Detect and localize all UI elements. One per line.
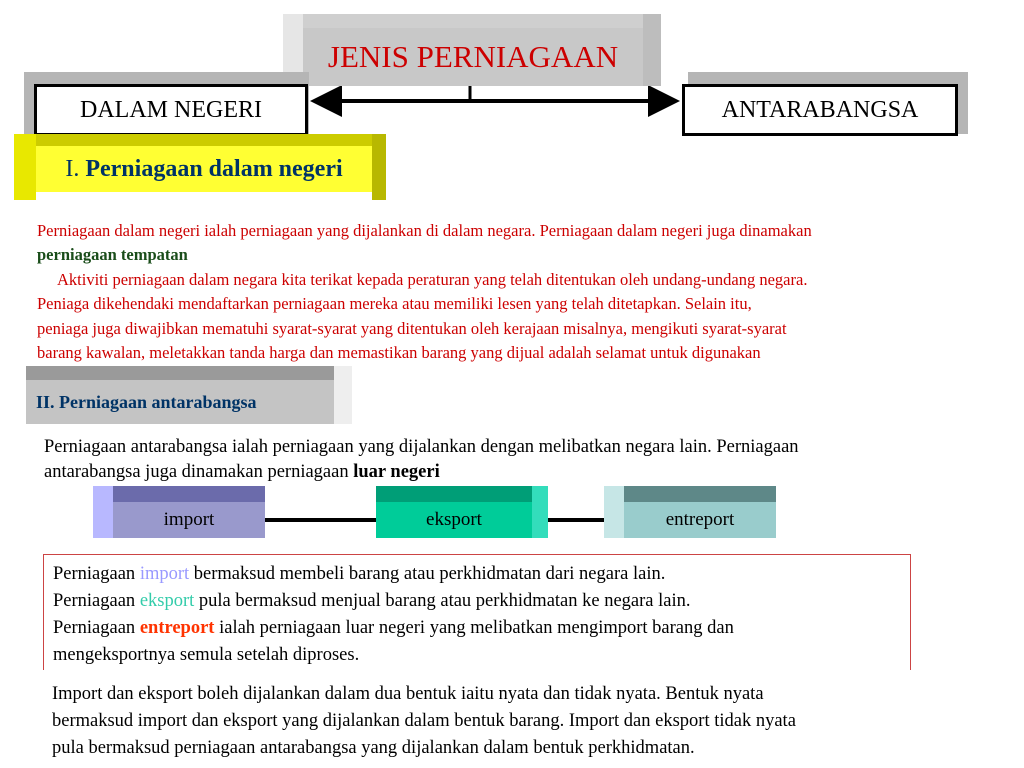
import-definition: bermaksud membeli barang atau perkhidmatan dari negara lain. [193,564,666,584]
section1-heading: Perniagaan dalam negeri [85,155,343,182]
dalam-negeri-box: DALAM NEGERI [34,84,308,136]
section1-numeral: I. [65,155,80,182]
eksport-definition: pula bermaksud menjual barang atau perkhidmatan ke negara lain. [198,591,691,611]
eksport-label: eksport [376,502,532,538]
antarabangsa-box: ANTARABANGSA [682,84,958,136]
section1-line4: Peniaga dikehendaki mendaftarkan perniagaan mereka atau memiliki lesen yang telah ditetapkan. Selain itu, [37,294,752,314]
section1-line2: perniagaan tempatan [37,245,188,265]
import-word: import [139,564,190,584]
eksport-box [376,486,548,538]
definition-prefix: Perniagaan [53,591,136,611]
page-title: JENIS PERNIAGAAN [303,28,643,86]
entreport-definition: ialah perniagaan luar negeri yang melibatkan mengimport barang dan [219,618,734,638]
section1-paragraph [37,219,997,365]
section2-heading: II. Perniagaan antarabangsa [26,380,334,424]
title-box [283,14,661,86]
section1-line5: peniaga juga diwajibkan mematuhi syarat-syarat yang ditentukan oleh kerajaan misalnya, mengikuti syarat-syarat [37,318,787,338]
section2-line2-prefix: antarabangsa juga dinamakan perniagaan [44,462,349,482]
entreport-definition-line2: mengeksportnya semula setelah diproses. [53,645,360,665]
definition-prefix: Perniagaan [53,618,136,638]
entreport-label: entreport [624,502,776,538]
section1-line3: Aktiviti perniagaan dalam negara kita terikat kepada peraturan yang telah ditentukan oleh undang-undang negara. [57,269,808,289]
footer-line3: pula bermaksud perniagaan antarabangsa yang dijalankan dalam bentuk perkhidmatan. [52,738,695,758]
section1-line1: Perniagaan dalam negeri ialah perniagaan yang dijalankan di dalam negara. Perniagaan dalam negeri juga dinamakan [37,221,812,240]
entreport-word: entreport [139,618,215,638]
section2-line1: Perniagaan antarabangsa ialah perniagaan yang dijalankan dengan melibatkan negara lain. Perniagaan [44,437,799,457]
definition-import [53,561,903,588]
footer-paragraph [52,681,1002,762]
definition-entreport [53,615,903,642]
definition-prefix: Perniagaan [53,564,136,584]
import-box [93,486,265,538]
section1-heading-box [14,134,386,200]
section2-line2-bold: luar negeri [353,462,440,482]
section2-paragraph [44,435,1004,485]
definitions-text [53,561,903,669]
import-label: import [113,502,265,538]
footer-line1: Import dan eksport boleh dijalankan dalam dua bentuk iaitu nyata dan tidak nyata. Bentuk nyata [52,684,764,704]
eksport-word: eksport [139,591,195,611]
footer-line2: bermaksud import dan eksport yang dijalankan dalam bentuk barang. Import dan eksport tidak nyata [52,711,796,731]
definition-eksport [53,588,903,615]
section2-line2 [44,460,1004,485]
section1-line6: barang kawalan, meletakkan tanda harga dan memastikan barang yang dijual adalah selamat untuk digunakan [37,343,761,363]
section2-heading-box [26,366,352,424]
entreport-box [604,486,776,538]
